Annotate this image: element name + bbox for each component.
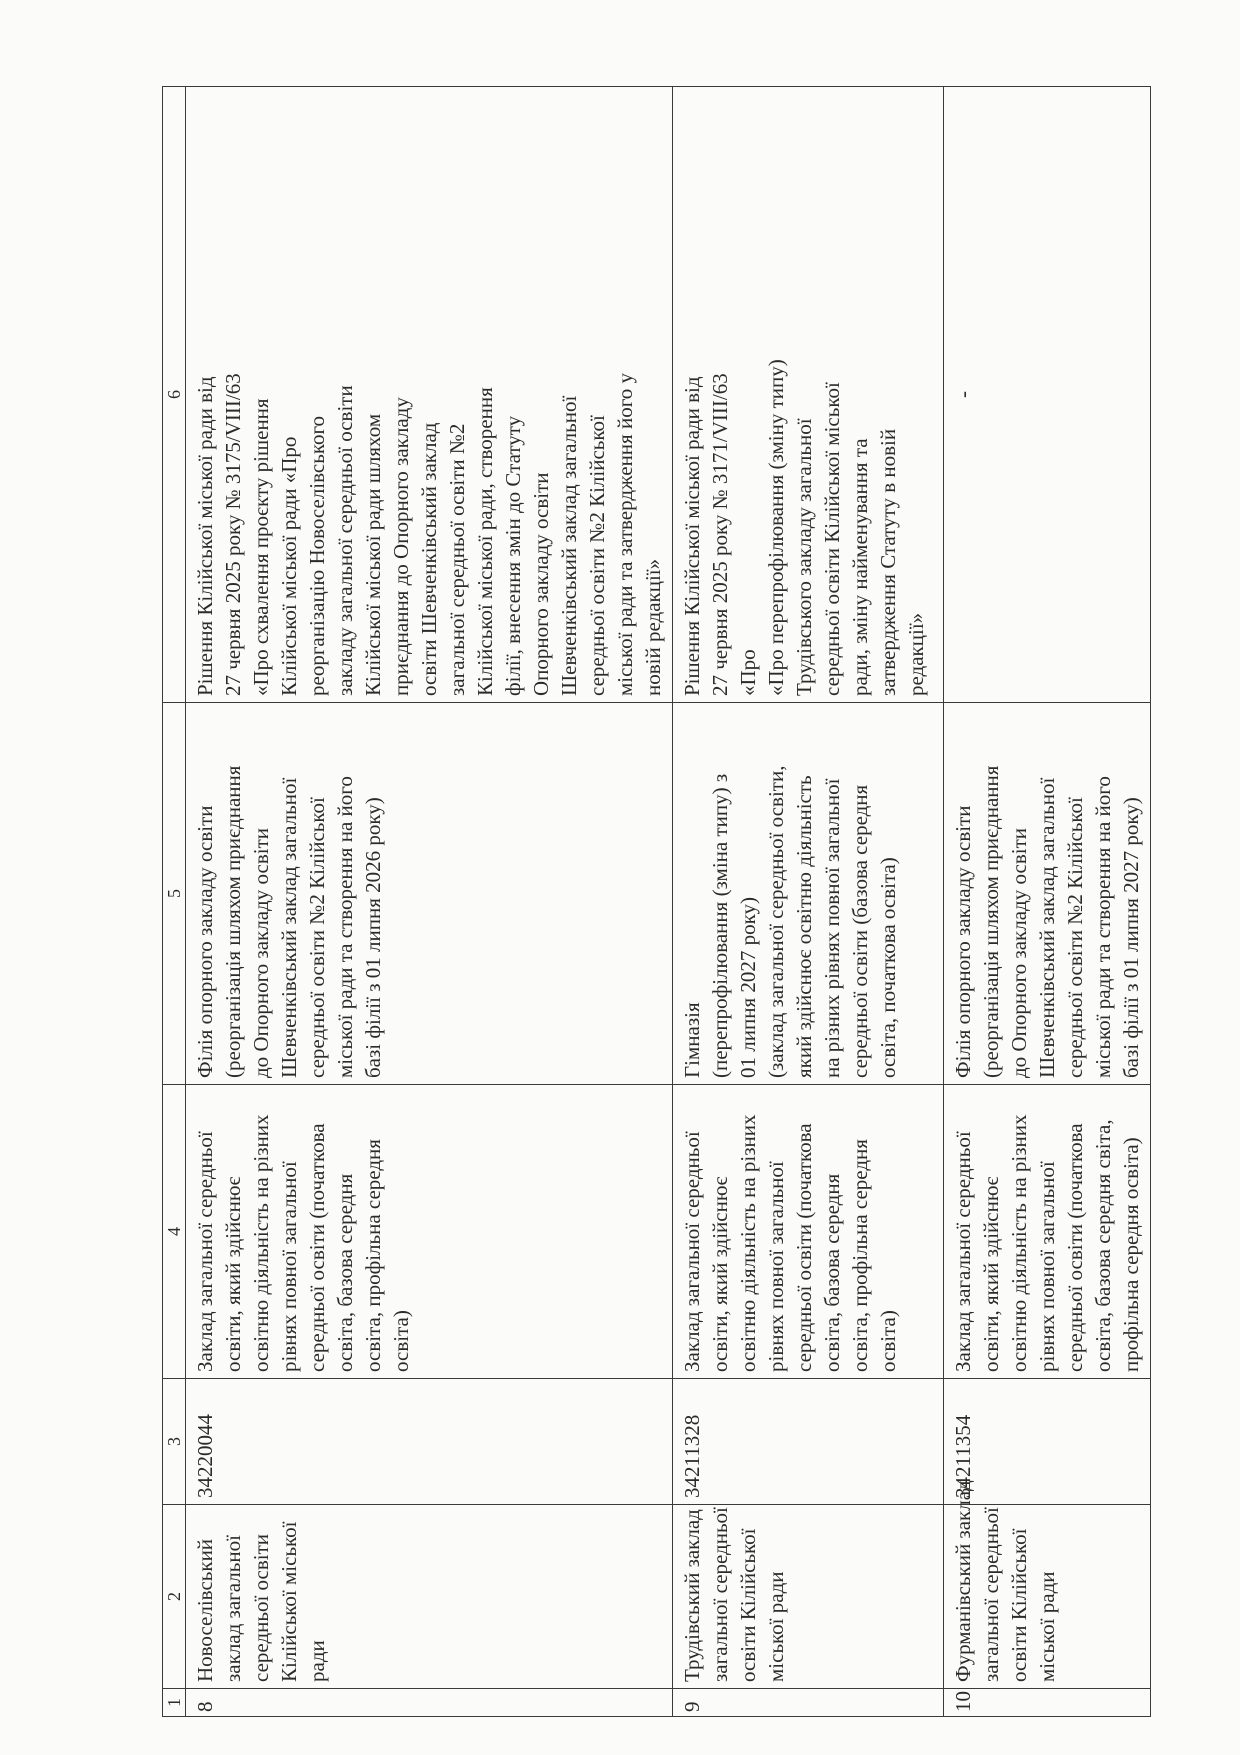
header-row <box>163 87 186 1717</box>
text-line: міської ради <box>764 1571 788 1682</box>
text-line: міської ради та затвердження його у <box>613 372 637 696</box>
text-line: освіта, початкова освіта) <box>876 857 900 1078</box>
header-cell-4: 4 <box>163 1085 186 1379</box>
text-line: середньої освіти №2 Кілійської <box>1063 797 1087 1078</box>
edrpou-code-cell: 34211328 <box>673 1379 944 1505</box>
council-decision-cell <box>186 87 673 703</box>
text-line: Заклад загальної середньої <box>193 1131 217 1372</box>
text-line: рівнях повної загальної <box>277 1161 301 1372</box>
new-type-cell <box>186 703 673 1085</box>
text-line: «Про перепрофілювання (зміну типу) <box>764 359 788 696</box>
text-line: Філія опорного закладу освіти <box>193 805 217 1078</box>
text-line: освітню діяльність на різних <box>1007 1114 1031 1372</box>
text-line: Трудівський заклад <box>680 1509 704 1682</box>
header-cell-3: 3 <box>163 1379 186 1505</box>
text-line: закладу загальної середньої освіти <box>333 385 357 696</box>
text-line: Кілійської міської ради шляхом <box>361 413 385 696</box>
institution-name-cell <box>673 1505 944 1689</box>
text-line: освіти, який здійснює <box>221 1176 245 1372</box>
header-cell-6: 6 <box>163 87 186 703</box>
text-line: Шевченківський заклад загальної <box>1035 777 1059 1078</box>
rotated-table-wrapper <box>162 87 1143 1717</box>
text-line: освіти, який здійснює <box>708 1176 732 1372</box>
text-line: середньої освіти Кілійської міської <box>820 382 844 696</box>
institution-type-cell <box>186 1085 673 1379</box>
text-line: 27 червня 2025 року № 3171/VIII/63 <box>708 373 732 696</box>
text-line: новій редакції» <box>641 558 665 696</box>
text-line: Фурманівський заклад <box>951 1480 975 1682</box>
text-line: Трудівського закладу загальної <box>792 418 816 696</box>
text-line: (реорганізація шляхом приєднання <box>979 765 1003 1078</box>
text-line: Шевченківський заклад загальної <box>557 395 581 696</box>
text-line: середньої освіти №2 Кілійської <box>585 415 609 696</box>
text-line: ради <box>305 1640 329 1682</box>
row-number: 9 <box>673 1689 944 1717</box>
text-line: Заклад загальної середньої <box>680 1131 704 1372</box>
text-line: освіта, базова середня <box>820 1173 844 1372</box>
council-decision-cell <box>673 87 944 703</box>
text-line: середньої освіти <box>249 1533 273 1682</box>
new-type-cell <box>673 703 944 1085</box>
school-reorganization-table <box>162 86 1151 1717</box>
text-line: освіти Кілійської <box>736 1528 760 1682</box>
institution-name-cell <box>944 1480 1151 1689</box>
text-line: загальної середньої освіти №2 <box>445 423 469 696</box>
institution-type-cell <box>944 1085 1151 1379</box>
table-row <box>673 87 944 1717</box>
text-line: реорганізацію Новоселівського <box>305 415 329 696</box>
text-line: «Про схвалення проєкту рішення <box>249 398 273 696</box>
text-line: рівнях повної загальної <box>764 1161 788 1372</box>
text-line: міської ради та створення на його <box>333 776 357 1078</box>
edrpou-code-cell: 34220044 <box>186 1379 673 1505</box>
text-line: освіти Кілійської <box>1007 1528 1031 1682</box>
text-line: приєднання до Опорного закладу <box>389 397 413 696</box>
text-line: філії, внесення змін до Статуту <box>501 415 525 696</box>
text-line: який здійснює освітню діяльність <box>792 775 816 1078</box>
institution-type-cell <box>673 1085 944 1379</box>
header-cell-5: 5 <box>163 703 186 1085</box>
text-line: Рішення Кілійської міської ради від <box>680 376 704 696</box>
text-line: освітню діяльність на різних <box>736 1114 760 1372</box>
text-line: середньої освіти (початкова <box>305 1123 329 1372</box>
text-line: освіта) <box>389 1310 413 1372</box>
text-line: освіта, базова середня <box>333 1173 357 1372</box>
text-line: Філія опорного закладу освіти <box>951 805 975 1078</box>
edrpou-code-cell: 34211354 <box>944 1379 1151 1505</box>
header-cell-2: 2 <box>163 1505 186 1689</box>
text-line: загальної середньої <box>979 1507 1003 1682</box>
text-line: до Опорного закладу освіти <box>249 828 273 1078</box>
new-type-cell <box>944 703 1151 1085</box>
text-line: затвердження Статуту в новій <box>876 428 900 696</box>
text-line: середньої освіти №2 Кілійської <box>305 797 329 1078</box>
text-line: Шевченківський заклад загальної <box>277 777 301 1078</box>
text-line: (заклад загальної середньої освіти, <box>764 765 788 1078</box>
row-number: 10 <box>944 1689 1151 1717</box>
text-line: освіта, базова середня світа, <box>1091 1119 1115 1372</box>
text-line: на різних рівнях повної загальної <box>820 778 844 1078</box>
text-line: загальної середньої <box>708 1507 732 1682</box>
text-line: заклад загальної <box>221 1535 245 1682</box>
text-line: базі філії з 01 липня 2027 року) <box>1119 797 1143 1078</box>
text-line: - <box>951 391 975 398</box>
text-line: (перепрофілювання (зміна типу) з <box>708 773 732 1078</box>
text-line: профільна середня освіта) <box>1119 1137 1143 1372</box>
text-line: рівнях повної загальної <box>1035 1161 1059 1372</box>
text-line: до Опорного закладу освіти <box>1007 828 1031 1078</box>
row-number: 8 <box>186 1689 673 1717</box>
text-line: (реорганізація шляхом приєднання <box>221 765 245 1078</box>
text-line: 01 липня 2027 року) <box>736 896 760 1078</box>
text-line: Опорного закладу освіти <box>529 472 553 696</box>
text-line: середньої освіти (початкова <box>1063 1123 1087 1372</box>
text-line: Кілійської міської ради, створення <box>473 387 497 696</box>
text-line: середньої освіти (початкова <box>792 1123 816 1372</box>
text-line: редакції» <box>904 612 928 696</box>
text-line: освіта, профільна середня <box>361 1139 385 1372</box>
header-cell-1: 1 <box>163 1689 186 1717</box>
text-line: освіти Шевченківський заклад <box>417 422 441 696</box>
text-line: Новоселівський <box>193 1538 217 1682</box>
text-line: базі філії з 01 липня 2026 року) <box>361 797 385 1078</box>
text-line: Заклад загальної середньої <box>951 1131 975 1372</box>
text-line: Кілійської міської ради «Про <box>277 436 301 696</box>
text-line: середньої освіти (базова середня <box>848 784 872 1078</box>
text-line: Гімназія <box>680 1002 704 1078</box>
institution-name-cell <box>186 1505 673 1689</box>
text-line: освіта, профільна середня <box>848 1139 872 1372</box>
text-line: міської ради <box>1035 1571 1059 1682</box>
text-line: міської ради та створення на його <box>1091 776 1115 1078</box>
text-line: освіта) <box>876 1310 900 1372</box>
table-row <box>944 87 1151 1717</box>
council-decision-cell <box>944 87 1151 703</box>
text-line: освітню діяльність на різних <box>249 1114 273 1372</box>
text-line: Кілійської міської <box>277 1521 301 1682</box>
text-line: ради, зміну найменування та <box>848 438 872 696</box>
table-row <box>186 87 673 1717</box>
text-line: освіти, який здійснює <box>979 1176 1003 1372</box>
text-line: 27 червня 2025 року № 3175/VIII/63 <box>221 373 245 696</box>
text-line: Рішення Кілійської міської ради від <box>193 376 217 696</box>
text-line: «Про <box>736 649 760 696</box>
